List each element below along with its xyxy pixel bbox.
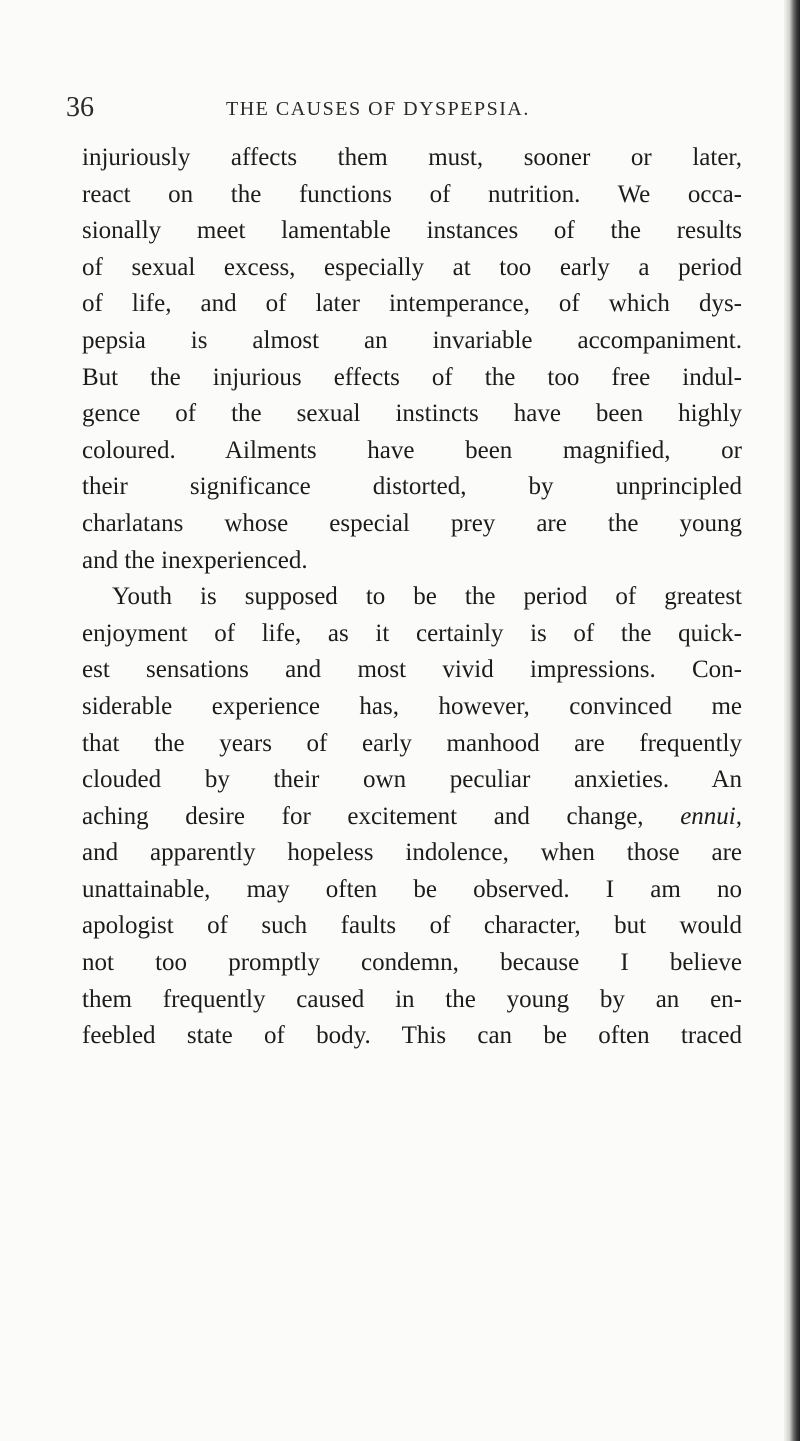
text-line-11: charlatans whose especial prey are the young [82,509,742,537]
text-line-22: apologist of such faults of character, but would [82,912,742,940]
text-line-3: sionally meet lamentable instances of the results [82,217,742,245]
text-line-1: injuriously affects them must, sooner or later, [82,144,742,171]
text-line-23: not too promptly condemn, because I believe [82,949,742,977]
body-text [82,140,742,1055]
text-line-6: pepsia is almost an invariable accompaniment. [82,326,742,354]
text-line-15: est sensations and most vivid impressions. Con- [82,656,742,684]
text-line-12: and the inexperienced. [82,546,308,574]
text-line-25: feebled state of body. This can be often traced [82,1022,742,1050]
text-line-10: their significance distorted, by unprincipled [82,473,742,501]
italic-word: ennui, [680,802,742,830]
text-line-9: coloured. Ailments have been magnified, or [82,436,742,464]
text-line-5: of life, and of later intemperance, of which dys- [82,290,742,318]
text-line-8: gence of the sexual instincts have been highly [82,400,742,428]
text-line-24: them frequently caused in the young by an en- [82,985,742,1013]
page-header [66,88,766,128]
page-number: 36 [66,92,94,123]
page-binding-edge [784,0,800,1441]
text-line-18: clouded by their own peculiar anxieties. An [82,766,742,794]
running-head: THE CAUSES OF DYSPEPSIA. [226,98,530,120]
text-line-2: react on the functions of nutrition. We occa- [82,180,742,208]
text-line-7: But the injurious effects of the too free indul- [82,363,742,391]
text-line-16: siderable experience has, however, convinced me [82,692,742,720]
text-line-20: and apparently hopeless indolence, when those are [82,839,742,867]
text-line-21: unattainable, may often be observed. I am no [82,875,742,903]
text-line-19-roman: aching desire for excitement and change, [82,802,644,830]
text-line-13: Youth is supposed to be the period of greatest [112,583,742,611]
text-line-14: enjoyment of life, as it certainly is of the quick- [82,619,742,647]
text-line-4: of sexual excess, especially at too early a period [82,253,742,281]
text-line-19 [82,799,742,836]
text-line-17: that the years of early manhood are frequently [82,729,742,757]
